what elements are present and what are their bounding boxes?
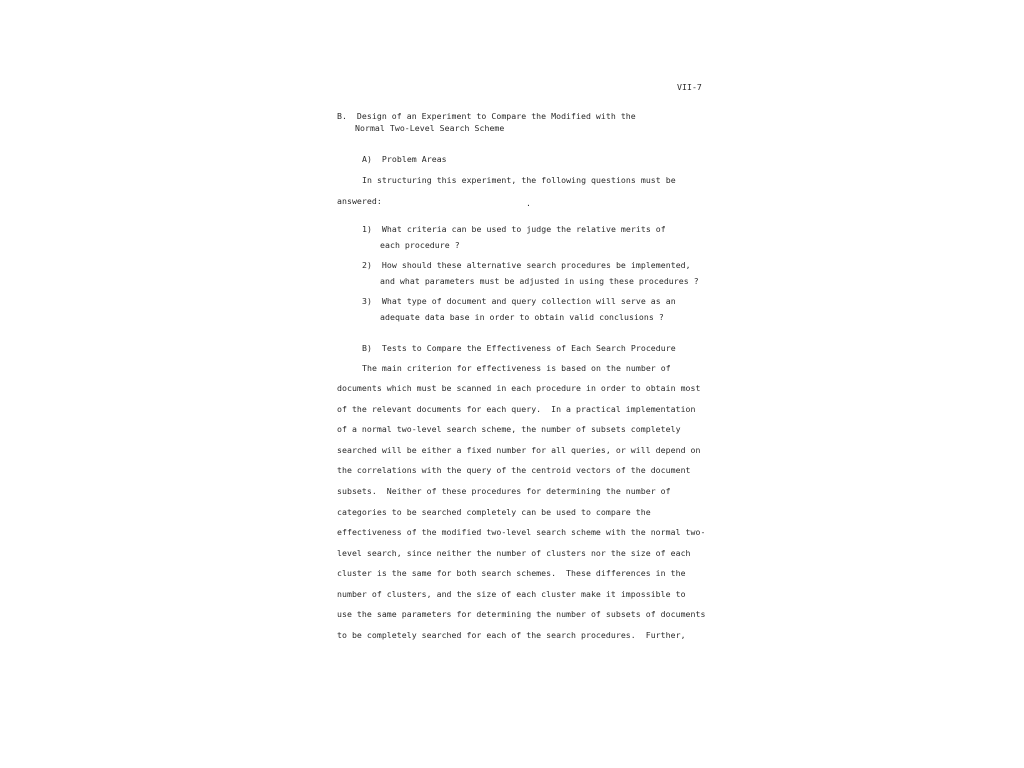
question-3-line-2: adequate data base in order to obtain valid conclusions ?: [380, 312, 664, 322]
subsection-b-heading: B) Tests to Compare the Effectiveness of Each Search Procedure: [362, 343, 676, 353]
question-1-line-1: 1) What criteria can be used to judge the relative merits of: [362, 224, 666, 234]
paragraph-line: effectiveness of the modified two-level search scheme with the normal two-: [337, 527, 706, 537]
question-2-line-1: 2) How should these alternative search procedures be implemented,: [362, 260, 691, 270]
paragraph-line: to be completely searched for each of the search procedures. Further,: [337, 630, 686, 640]
paragraph-line: The main criterion for effectiveness is based on the number of: [362, 363, 671, 373]
intro-line-2: answered:: [337, 196, 382, 206]
section-title-line-1: B. Design of an Experiment to Compare the Modified with the: [337, 111, 636, 121]
paragraph-line: categories to be searched completely can be used to compare the: [337, 507, 651, 517]
subsection-a-heading: A) Problem Areas: [362, 154, 447, 164]
paragraph-line: of a normal two-level search scheme, the number of subsets completely: [337, 424, 681, 434]
page-number: VII-7: [677, 82, 702, 92]
paragraph-line: the correlations with the query of the centroid vectors of the document: [337, 465, 691, 475]
paragraph-line: documents which must be scanned in each procedure in order to obtain most: [337, 383, 701, 393]
question-2-line-2: and what parameters must be adjusted in using these procedures ?: [380, 276, 699, 286]
question-1-line-2: each procedure ?: [380, 240, 460, 250]
paragraph-line: use the same parameters for determining the number of subsets of documents: [337, 609, 706, 619]
paragraph-line: searched will be either a fixed number for all queries, or will depend on: [337, 445, 701, 455]
section-title-line-2: Normal Two-Level Search Scheme: [355, 123, 505, 133]
paragraph-line: level search, since neither the number of clusters nor the size of each: [337, 548, 691, 558]
intro-line-1: In structuring this experiment, the following questions must be: [362, 175, 676, 185]
stray-mark: .: [526, 198, 531, 208]
paragraph-line: subsets. Neither of these procedures for determining the number of: [337, 486, 671, 496]
paragraph-line: of the relevant documents for each query. In a practical implementation: [337, 404, 696, 414]
question-3-line-1: 3) What type of document and query collection will serve as an: [362, 296, 676, 306]
paragraph-line: cluster is the same for both search schemes. These differences in the: [337, 568, 686, 578]
paragraph-line: number of clusters, and the size of each cluster make it impossible to: [337, 589, 686, 599]
